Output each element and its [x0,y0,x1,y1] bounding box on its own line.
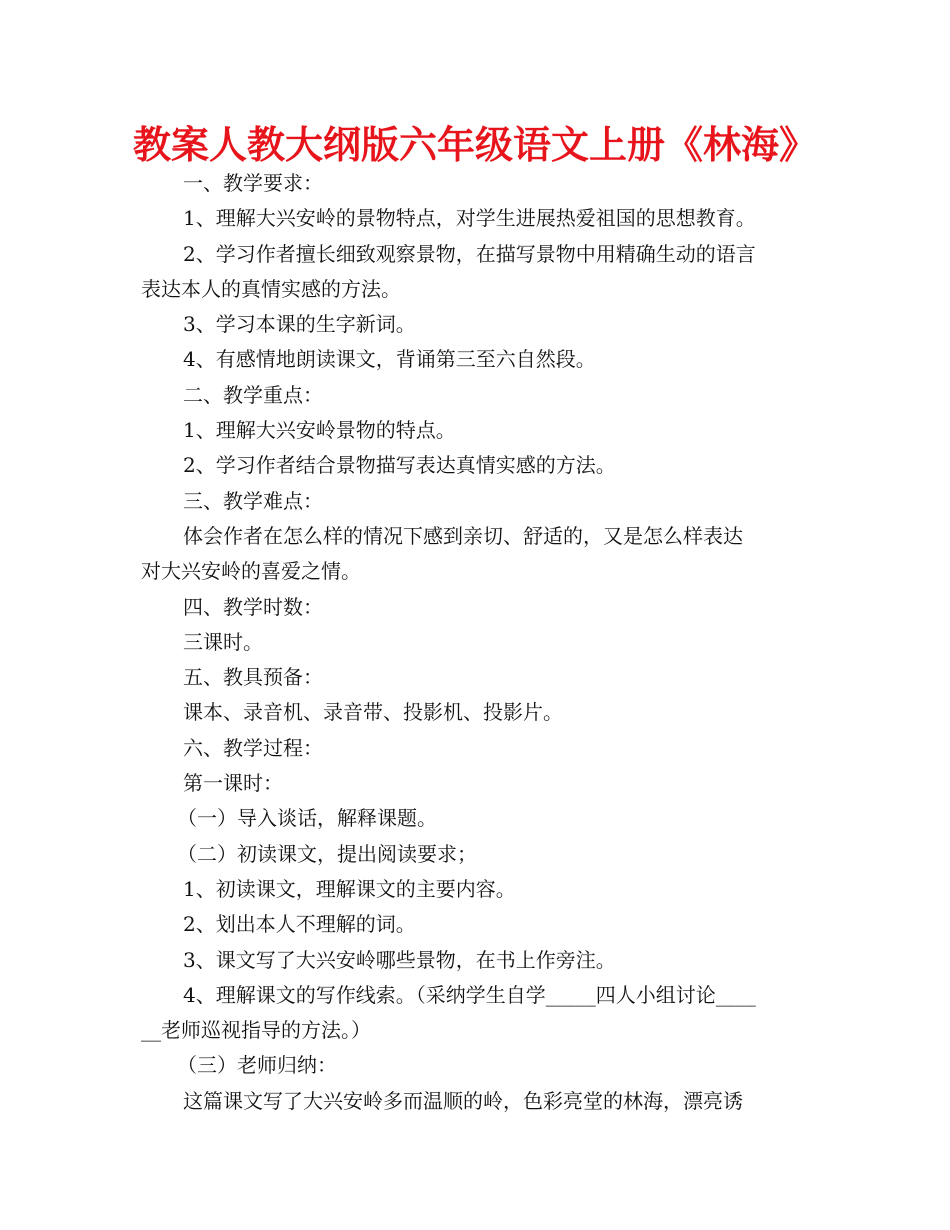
document-title: 教案人教大纲版六年级语文上册《林海》 [132,123,817,167]
section-heading-key-points: 二、教学重点： [183,382,323,407]
paragraph-line: 第一课时： [183,771,283,796]
paragraph-line-continuation: 表达本人的真情实感的方法。 [141,276,401,301]
paragraph-line: 1、理解大兴安岭的景物特点，对学生进展热爱祖国的思想教育。 [183,206,756,231]
section-heading-class-hours: 四、教学时数： [183,594,323,619]
paragraph-line: 这篇课文写了大兴安岭多而温顺的岭，色彩亮堂的林海，漂亮诱 [183,1088,743,1113]
paragraph-line: 2、学习作者结合景物描写表达真情实感的方法。 [183,453,616,478]
paragraph-line-continuation: __老师巡视指导的方法。） [141,1018,371,1043]
paragraph-line: 4、有感情地朗读课文，背诵第三至六自然段。 [183,347,596,372]
paragraph-line: 1、初读课文，理解课文的主要内容。 [183,876,516,901]
section-heading-requirements: 一、教学要求： [183,171,323,195]
paragraph-line: 3、学习本课的生字新词。 [183,312,416,337]
paragraph-line: 1、理解大兴安岭景物的特点。 [183,418,456,443]
paragraph-line: 4、理解课文的写作线索。（采纳学生自学_____四人小组讨论____ [183,982,756,1007]
paragraph-line: 2、划出本人不理解的词。 [183,912,416,937]
section-heading-materials: 五、教具预备： [183,665,323,690]
paragraph-line: 3、课文写了大兴安岭哪些景物，在书上作旁注。 [183,947,616,972]
paragraph-line: 三课时。 [183,629,263,654]
document-body [141,166,813,1119]
paragraph-line-continuation: 对大兴安岭的喜爱之情。 [141,559,361,584]
paragraph-line: 课本、录音机、录音带、投影机、投影片。 [183,700,563,725]
section-heading-process: 六、教学过程： [183,735,323,760]
paragraph-line: （二）初读课文，提出阅读要求； [177,841,477,866]
paragraph-line: 体会作者在怎么样的情况下感到亲切、舒适的，又是怎么样表达 [183,523,743,548]
paragraph-line: （三）老师归纳： [177,1053,337,1078]
paragraph-line: 2、学习作者擅长细致观察景物，在描写景物中用精确生动的语言 [183,241,756,266]
paragraph-line: （一）导入谈话，解释课题。 [177,806,437,831]
section-heading-difficulties: 三、教学难点： [183,488,323,513]
